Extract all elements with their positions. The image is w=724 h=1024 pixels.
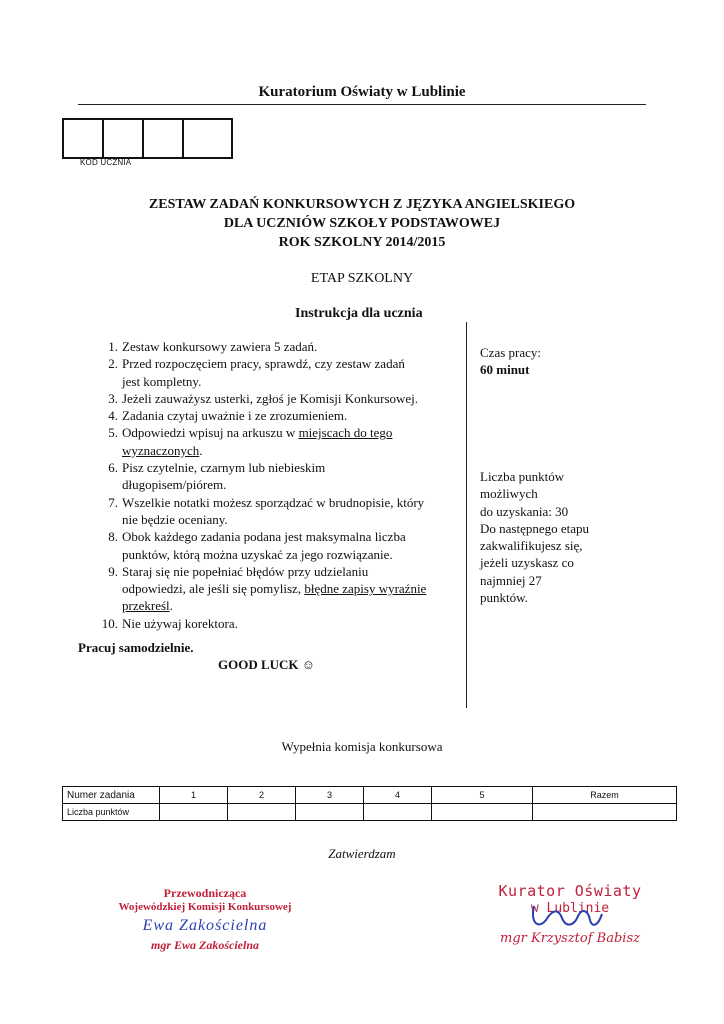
rule-item: 6. Pisz czytelnie, czarnym lub niebieskim długopisem/piórem. <box>108 460 326 493</box>
score-cell[interactable] <box>432 804 533 821</box>
stamp-role: Przewodnicząca <box>163 886 247 900</box>
table-row <box>63 787 677 804</box>
student-code-boxes <box>62 118 233 159</box>
task-number-cell: 3 <box>296 787 364 804</box>
total-score-cell[interactable] <box>533 804 677 821</box>
task-number-cell: 5 <box>432 787 533 804</box>
curator-stamp <box>470 882 670 948</box>
time-value: 60 minut <box>480 362 530 377</box>
total-header-cell: Razem <box>533 787 677 804</box>
rule-item: 10. Nie używaj korektora. <box>101 615 238 631</box>
stamp-role: Wojewódzkiej Komisji Konkursowej <box>118 901 292 913</box>
score-cell[interactable] <box>160 804 228 821</box>
document-title-line1: ZESTAW ZADAŃ KONKURSOWYCH Z JĘZYKA ANGIELSKIEGO <box>148 197 576 212</box>
code-box[interactable] <box>64 120 104 157</box>
committee-chair-stamp <box>70 886 340 952</box>
score-cell[interactable] <box>296 804 364 821</box>
stamp-name: mgr Krzysztof Babisz <box>500 931 640 946</box>
rules-list <box>80 338 460 632</box>
committee-label: Wypełnia komisja konkursowa <box>281 739 443 754</box>
good-luck-text: GOOD LUCK ☺ <box>218 657 316 672</box>
rule-item: 1. Zestaw konkursowy zawiera 5 zadań. <box>108 339 318 354</box>
handwritten-signature: Ewa Zakościelna <box>142 917 268 934</box>
rule-item: 5. Odpowiedzi wpisuj na arkuszu w miejscach do tego wyznaczonych. <box>108 425 393 458</box>
table-header-cell: Numer zadania <box>63 787 160 804</box>
stamp-role: w Lublinie <box>530 901 610 916</box>
points-info: Liczba punktów możliwych do uzyskania: 30 Do następnego etapu zakwalifikujesz się, jeżeli uzyskasz co najmniej 27 punktów. <box>480 469 590 606</box>
task-number-cell: 1 <box>160 787 228 804</box>
header-divider <box>78 104 646 105</box>
code-box[interactable] <box>184 120 231 157</box>
column-divider <box>466 322 467 708</box>
rule-item: 4. Zadania czytaj uważnie i ze zrozumieniem. <box>108 408 348 424</box>
header-title: Kuratorium Oświaty w Lublinie <box>258 84 466 100</box>
rule-item: 9. Staraj się nie popełniać błędów przy udzielaniu odpowiedzi, ale jeśli się pomylisz, błędne zapisy wyraźnie przekreśl. <box>108 563 427 614</box>
instructions-heading: Instrukcja dla ucznia <box>295 306 423 321</box>
rule-item: 7. Wszelkie notatki możesz sporządzać w brudnopisie, który nie będzie oceniany. <box>108 494 425 527</box>
rule-item: 2. Przed rozpoczęciem pracy, sprawdź, czy zestaw zadań jest kompletny. <box>108 356 405 389</box>
code-box[interactable] <box>104 120 144 157</box>
approved-label: Zatwierdzam <box>328 846 396 861</box>
document-title-line2: DLA UCZNIÓW SZKOŁY PODSTAWOWEJ <box>223 216 501 231</box>
score-cell[interactable] <box>364 804 432 821</box>
rule-item: 8. Obok każdego zadania podana jest maksymalna liczba punktów, którą można uzyskać za jego rozwiązanie. <box>108 529 406 562</box>
rule-item: 3. Jeżeli zauważysz usterki, zgłoś je Komisji Konkursowej. <box>108 390 419 406</box>
table-row <box>63 804 677 821</box>
score-table <box>62 786 677 821</box>
time-label: Czas pracy: <box>480 345 542 360</box>
table-header-cell: Liczba punktów <box>63 804 160 821</box>
code-box[interactable] <box>144 120 184 157</box>
stage-label: ETAP SZKOLNY <box>310 271 414 286</box>
task-number-cell: 4 <box>364 787 432 804</box>
stamp-role: Kurator Oświaty <box>498 882 642 900</box>
handwritten-signature <box>528 902 608 932</box>
stamp-name: mgr Ewa Zakościelna <box>150 938 259 952</box>
work-alone-note: Pracuj samodzielnie. <box>78 640 194 655</box>
document-title-line3: ROK SZKOLNY 2014/2015 <box>278 235 446 250</box>
student-code-label: KOD UCZNIA <box>80 158 132 167</box>
score-cell[interactable] <box>228 804 296 821</box>
task-number-cell: 2 <box>228 787 296 804</box>
